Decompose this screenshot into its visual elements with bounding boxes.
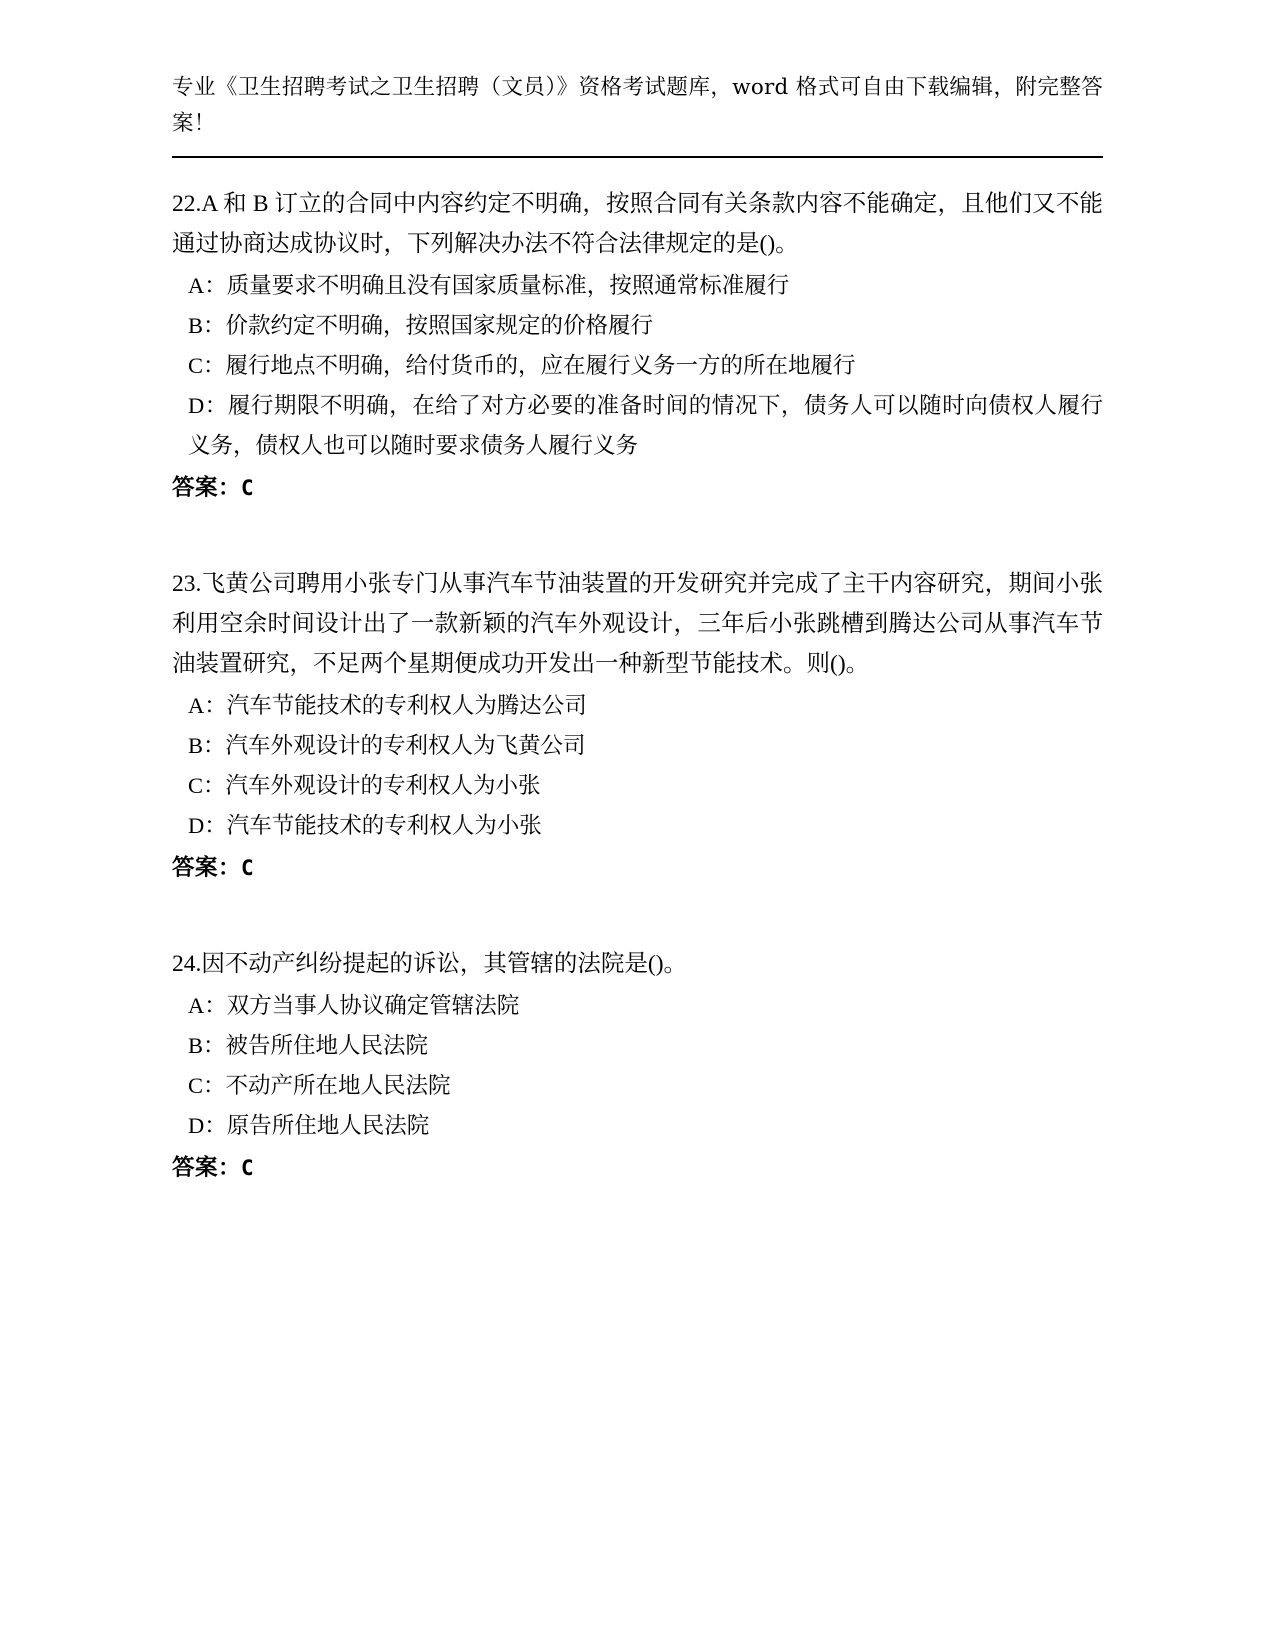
question-option: B：被告所住地人民法院 [188,1033,429,1058]
question-option: A：汽车节能技术的专利权人为腾达公司 [188,693,587,718]
answer-value: C [241,1156,255,1180]
question-stem: 23.飞黄公司聘用小张专门从事汽车节油装置的开发研究并完成了主干内容研究，期间小张利用空余时间设计出了一款新颖的汽车外观设计，三年后小张跳槽到腾达公司从事汽车节油装置研究，不足两个星期便成功开发出一种新型节能技术。则()。 [172,571,1103,677]
question-option: D：履行期限不明确，在给了对方必要的准备时间的情况下，债务人可以随时向债权人履行义务，债权人也可以随时要求债务人履行义务 [188,393,1103,458]
answer-line [172,848,1103,888]
question-option: B：价款约定不明确，按照国家规定的价格履行 [188,313,654,338]
question-block [172,944,1103,1188]
question-option: A：质量要求不明确且没有国家质量标准，按照通常标准履行 [188,273,790,298]
answer-line [172,1148,1103,1188]
question-option: C：不动产所在地人民法院 [188,1073,451,1098]
page-header: 专业《卫生招聘考试之卫生招聘（文员）》资格考试题库，word 格式可自由下载编辑，附完整答案！ [172,75,1103,136]
question-option: D：汽车节能技术的专利权人为小张 [188,813,542,838]
question-option: D：原告所住地人民法院 [188,1113,430,1138]
answer-label: 答案： [172,475,242,500]
question-block [172,184,1103,508]
answer-value: C [241,856,255,880]
question-stem: 22.A 和 B 订立的合同中内容约定不明确，按照合同有关条款内容不能确定，且他们又不能通过协商达成协议时，下列解决办法不符合法律规定的是()。 [172,191,1103,257]
header-divider [172,156,1103,158]
question-option: A：双方当事人协议确定管辖法院 [188,993,520,1018]
question-option: C：履行地点不明确，给付货币的，应在履行义务一方的所在地履行 [188,353,856,378]
answer-label: 答案： [172,855,242,880]
answer-value: C [241,476,255,500]
question-block [172,564,1103,888]
answer-line [172,468,1103,508]
answer-label: 答案： [172,1155,242,1180]
question-stem: 24.因不动产纠纷提起的诉讼，其管辖的法院是()。 [172,951,688,977]
question-option: B：汽车外观设计的专利权人为飞黄公司 [188,733,586,758]
question-option: C：汽车外观设计的专利权人为小张 [188,773,541,798]
